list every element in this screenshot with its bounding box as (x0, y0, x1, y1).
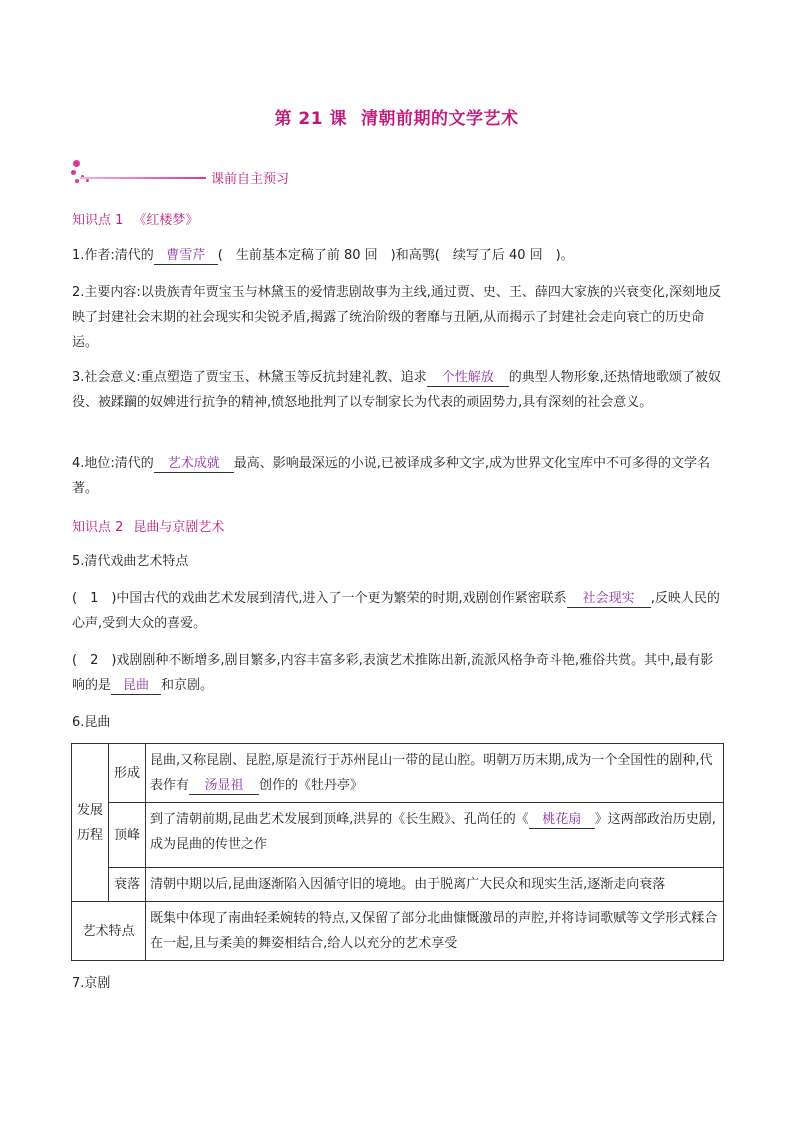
item-number: ( 1 ) (72, 591, 117, 606)
decor-dot-icon (71, 170, 76, 175)
item-2: 2.主要内容:以贵族青年贾宝玉与林黛玉的爱情悲剧故事为主线,通过贾、史、王、薛四大家族的兴衰变化,深刻地反映了封建社会末期的社会现实和尖锐矛盾,揭露了统治阶级的奢靡与丑陋,从而揭示了封建社会走向衰亡的历史命运。 (72, 285, 722, 350)
kunqu-table (71, 743, 724, 961)
cell-text: 》这两部政治历史剧,成为昆曲的传世之作 (150, 812, 716, 852)
content-cell: 既集中体现了南曲轻柔婉转的特点,又保留了部分北曲慷慨激昂的声腔,并将诗词歌赋等文学形式糅合在一起,且与柔美的舞姿相结合,给人以充分的艺术享受 (146, 902, 724, 961)
item-text: 和京剧。 (161, 678, 214, 693)
answer-blank: 个性解放 (427, 369, 509, 387)
content-cell (146, 803, 724, 868)
cell-text: 到了清朝前期,昆曲艺术发展到顶峰,洪昇的《长生殿》、孔尚任的《 (150, 812, 529, 827)
item-6: 6.昆曲 (72, 715, 111, 730)
lesson-number: 第 21 课 (274, 109, 347, 129)
kp-label: 知识点 1 (72, 213, 124, 228)
kp-label: 知识点 2 (72, 520, 124, 535)
item-4 (72, 451, 722, 501)
answer-blank: 桃花扇 (529, 811, 595, 829)
content-cell (146, 744, 724, 803)
item-text: 戏剧剧种不断增多,剧目繁多,内容丰富多彩,表演艺术推陈出新,流派风格争奇斗艳,雅俗共赏。其中,最有影响的是 (72, 653, 714, 693)
answer-blank: 曹雪芹 (154, 247, 218, 265)
item-number: ( 2 ) (72, 653, 117, 668)
dev-label: 发展 (76, 802, 103, 818)
stage-cell: 形成 (109, 744, 146, 803)
item-1 (72, 243, 722, 268)
knowledge-point-1 (72, 209, 198, 228)
stage-cell: 衰落 (109, 868, 146, 902)
item-text: ,反映人民的心声,受到大众的喜爱。 (72, 591, 720, 631)
decor-dot-icon (75, 179, 79, 183)
item-text: 最高、影响最深远的小说,已被译成多种文字,成为世界文化宝库中不可多得的文学名著。 (72, 456, 711, 496)
item-text: ( 生前基本定稿了前 80 回 )和高鹗( 续写了后 40 回 )。 (217, 248, 574, 263)
table-row (72, 868, 724, 902)
kp-topic: 昆曲与京剧艺术 (133, 520, 225, 535)
table-row (72, 803, 724, 868)
answer-blank: 汤显祖 (189, 777, 259, 795)
section-header (70, 158, 370, 186)
dev-label-cell (72, 744, 109, 902)
item-text: 4.地位:清代的 (72, 456, 154, 471)
feature-label-cell: 艺术特点 (72, 902, 146, 961)
knowledge-point-2 (72, 516, 224, 535)
kp-topic: 《红楼梦》 (133, 213, 199, 228)
lesson-name: 清朝前期的文学艺术 (361, 109, 519, 129)
decor-line (80, 177, 206, 179)
table-row (72, 902, 724, 961)
decor-dot-icon (86, 179, 89, 182)
dev-label: 历程 (76, 827, 103, 843)
item-5: 5.清代戏曲艺术特点 (72, 554, 189, 569)
answer-blank: 艺术成就 (154, 455, 234, 473)
item-5-1 (72, 586, 722, 636)
cell-text: 创作的《牡丹亭》 (259, 778, 364, 793)
stage-cell: 顶峰 (109, 803, 146, 868)
item-text: 中国古代的戏曲艺术发展到清代,进入了一个更为繁荣的时期,戏剧创作紧密联系 (116, 591, 567, 606)
table-row (72, 744, 724, 803)
answer-blank: 社会现实 (567, 590, 651, 608)
content-cell: 清朝中期以后,昆曲逐渐陷入因循守旧的境地。由于脱离广大民众和现实生活,逐渐走向衰落 (146, 868, 724, 902)
item-text: 的典型人物形象,还热情地歌颂了被奴役、被蹂躏的奴婢进行抗争的精神,愤怒地批判了以专制家长为代表的顽固势力,具有深刻的社会意义。 (72, 370, 721, 410)
item-3 (72, 365, 722, 415)
answer-blank: 昆曲 (111, 677, 161, 695)
decor-dot-icon (73, 160, 80, 167)
item-text: 1.作者:清代的 (72, 248, 154, 263)
item-5-2 (72, 648, 722, 698)
cell-text: 昆曲,又称昆剧、昆腔,原是流行于苏州昆山一带的昆山腔。明朝万历末期,成为一个全国性的剧种,代表作有 (150, 753, 713, 793)
item-text: 3.社会意义:重点塑造了贾宝玉、林黛玉等反抗封建礼教、追求 (72, 370, 427, 385)
section-label: 课前自主预习 (211, 172, 290, 187)
item-7: 7.京剧 (72, 976, 111, 991)
lesson-title (0, 104, 793, 129)
